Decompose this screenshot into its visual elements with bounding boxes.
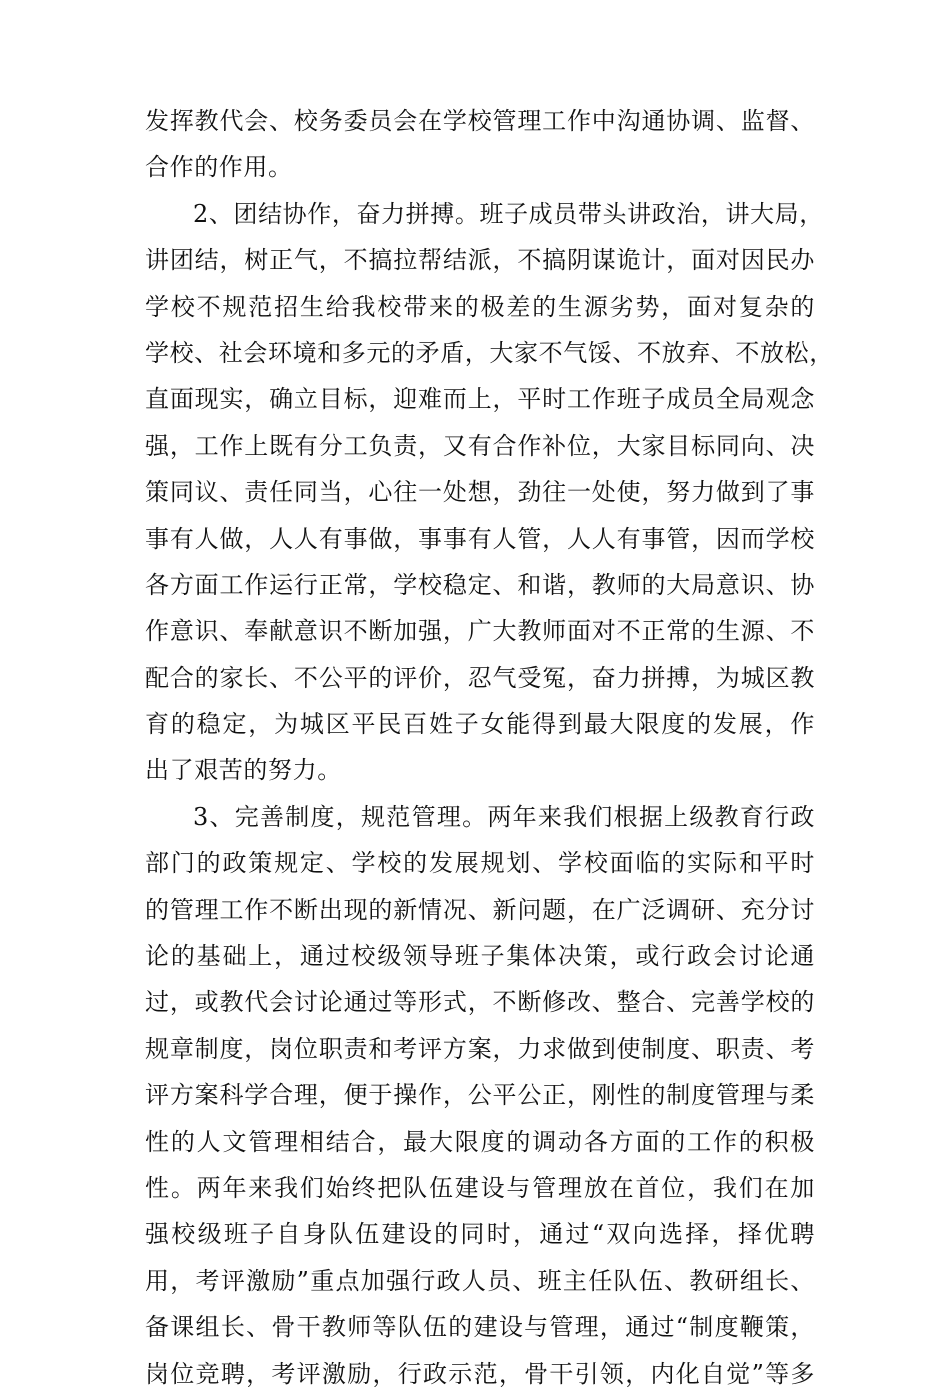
text-line: 2、团结协作，奋力拼搏。班子成员带头讲政治，讲大局， <box>193 199 824 228</box>
text-line: 策同议、责任同当，心往一处想，劲往一处使，努力做到了事 <box>145 478 815 507</box>
text-line: 岗位竞聘，考评激励，行政示范，骨干引领，内化自觉”等多 <box>145 1359 815 1388</box>
text-line: 性。两年来我们始终把队伍建设与管理放在首位，我们在加 <box>145 1173 815 1202</box>
text-line: 事有人做，人人有事做，事事有人管，人人有事管，因而学校 <box>145 524 815 553</box>
text-line: 各方面工作运行正常，学校稳定、和谐，教师的大局意识、协 <box>145 570 815 599</box>
text-line: 用，考评激励”重点加强行政人员、班主任队伍、教研组长、 <box>145 1266 815 1295</box>
text-line: 3、完善制度，规范管理。两年来我们根据上级教育行政 <box>193 802 815 831</box>
text-line: 合作的作用。 <box>145 153 293 182</box>
document-body <box>145 98 834 1397</box>
text-line: 出了艰苦的努力。 <box>145 756 342 785</box>
text-line: 作意识、奉献意识不断加强，广大教师面对不正常的生源、不 <box>145 617 815 646</box>
text-line: 性的人文管理相结合，最大限度的调动各方面的工作的积极 <box>145 1127 815 1156</box>
text-line: 学校不规范招生给我校带来的极差的生源劣势，面对复杂的 <box>145 292 815 321</box>
text-line: 强校级班子自身队伍建设的同时，通过“双向选择，择优聘 <box>145 1220 815 1249</box>
text-line: 备课组长、骨干教师等队伍的建设与管理，通过“制度鞭策， <box>145 1313 815 1342</box>
text-line: 规章制度，岗位职责和考评方案，力求做到使制度、职责、考 <box>145 1034 815 1063</box>
text-line: 育的稳定，为城区平民百姓子女能得到最大限度的发展，作 <box>145 710 815 739</box>
text-line: 发挥教代会、校务委员会在学校管理工作中沟通协调、监督、 <box>145 107 815 135</box>
text-line: 的管理工作不断出现的新情况、新问题，在广泛调研、充分讨 <box>145 895 815 924</box>
text-line: 部门的政策规定、学校的发展规划、学校面临的实际和平时 <box>145 849 815 878</box>
text-line: 过，或教代会讨论通过等形式，不断修改、整合、完善学校的 <box>145 988 815 1017</box>
text-line: 配合的家长、不公平的评价，忍气受冤，奋力拼搏，为城区教 <box>145 663 815 692</box>
text-line: 讲团结，树正气，不搞拉帮结派，不搞阴谋诡计，面对因民办 <box>145 246 815 275</box>
text-line: 学校、社会环境和多元的矛盾，大家不气馁、不放弃、不放松， <box>145 338 834 367</box>
text-line: 强，工作上既有分工负责，又有合作补位，大家目标同向、决 <box>145 431 815 460</box>
text-line: 评方案科学合理，便于操作，公平公正，刚性的制度管理与柔 <box>145 1081 815 1110</box>
text-line: 直面现实，确立目标，迎难而上，平时工作班子成员全局观念 <box>145 385 815 414</box>
text-line: 论的基础上，通过校级领导班子集体决策，或行政会讨论通 <box>145 942 815 971</box>
